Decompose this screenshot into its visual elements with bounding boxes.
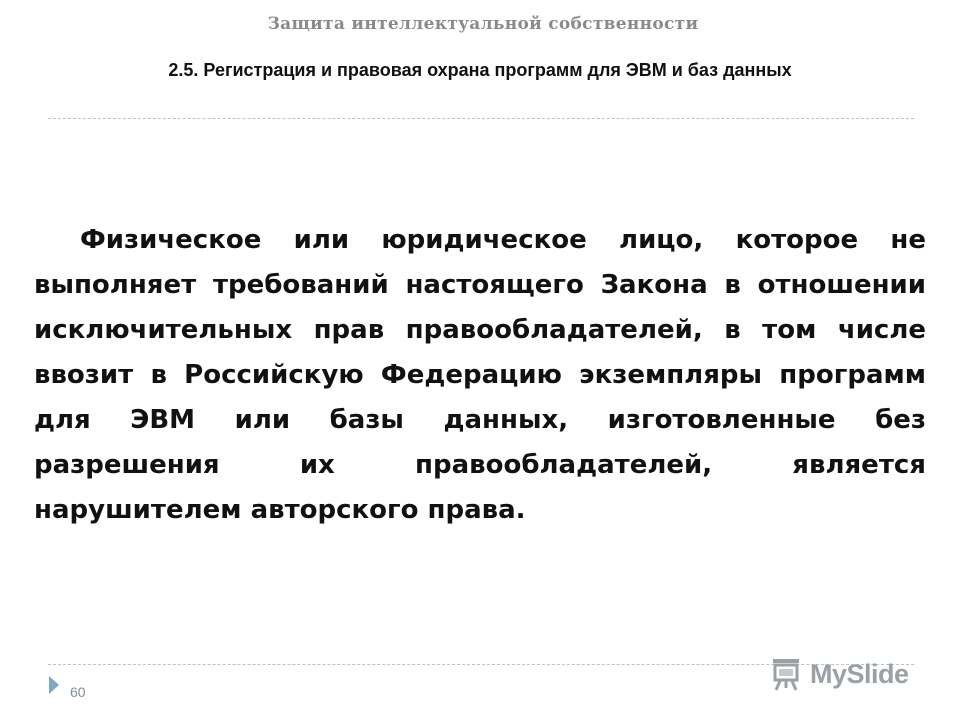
presentation-board-icon	[768, 656, 804, 692]
page-number: 60	[70, 684, 86, 700]
triangle-bullet-icon	[49, 676, 59, 694]
section-title: 2.5. Регистрация и правовая охрана программ для ЭВМ и баз данных	[168, 60, 792, 80]
body-text: Физическое или юридическое лицо, которое не выполняет требований настоящего Закона в отношении исключительных прав правообладателей, в том числе ввозит в Российскую Федерацию экземпляры программ для ЭВМ или базы данных, изготовленные без разрешения их правообладателей, является нарушителем авторского права.	[34, 225, 926, 525]
watermark-text: MySlide	[810, 658, 909, 689]
watermark-logo	[768, 656, 928, 692]
top-divider	[48, 118, 914, 119]
header-title: Защита интеллектуальной собственности	[267, 14, 699, 34]
